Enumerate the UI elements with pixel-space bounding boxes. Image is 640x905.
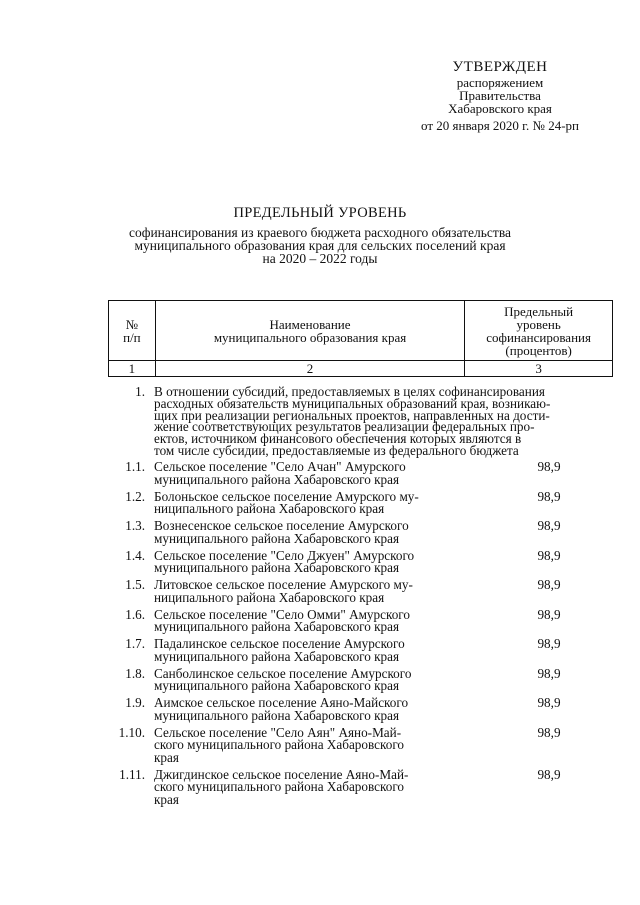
section-row <box>108 386 613 457</box>
cofinancing-level: 98,9 <box>537 547 561 563</box>
column-number: 1 <box>109 361 156 377</box>
table-row <box>108 606 613 635</box>
table-row <box>108 547 613 576</box>
column-number: 3 <box>465 361 613 377</box>
cofinancing-level: 98,9 <box>537 606 561 622</box>
subtitle-line: муниципального образования края для сельских поселений края <box>134 238 506 253</box>
row-number: 1.4. <box>125 547 145 563</box>
table-row <box>108 638 613 663</box>
table-row <box>108 520 613 545</box>
municipality-name: Сельское поселение "Село Аян" Аяно-Май- ского муниципального района Хабаровского края <box>154 724 405 765</box>
column-number: 2 <box>155 361 465 377</box>
table-row <box>108 724 613 765</box>
approval-line-1: распоряжением <box>456 75 544 90</box>
cofinancing-level: 98,9 <box>537 636 561 652</box>
municipality-name: Сельское поселение "Село Ачан" Амурского муниципального района Хабаровского края <box>154 459 406 487</box>
row-number: 1.7. <box>125 636 145 652</box>
row-number: 1.3. <box>125 518 145 534</box>
municipality-name: Джигдинское сельское поселение Аяно-Май- ского муниципального района Хабаровского края <box>154 766 409 807</box>
municipality-name: Сельское поселение "Село Джуен" Амурского муниципального района Хабаровского края <box>154 547 415 576</box>
header-row <box>109 301 613 361</box>
document-subtitle <box>110 226 530 265</box>
cofinancing-level: 98,9 <box>537 724 561 740</box>
subtitle-line: софинансирования из краевого бюджета расходного обязательства <box>128 225 512 240</box>
cofinancing-level: 98,9 <box>537 518 561 534</box>
municipality-name: Вознесенское сельское поселение Амурского муниципального района Хабаровского края <box>154 518 409 546</box>
table-row <box>108 461 613 486</box>
row-number: 1.9. <box>125 695 145 711</box>
cofinancing-level: 98,9 <box>537 488 561 504</box>
row-number: 1. <box>135 384 145 399</box>
approval-title: УТВЕРЖДЕН <box>452 59 548 75</box>
municipality-name: Санболинское сельское поселение Амурского муниципального района Хабаровского края <box>154 665 412 694</box>
table-row <box>108 766 613 807</box>
row-number: 1.11. <box>119 766 145 782</box>
municipality-name: Сельское поселение "Село Омми" Амурского муниципального района Хабаровского края <box>154 606 410 635</box>
municipality-name: Падалинское сельское поселение Амурского муниципального района Хабаровского края <box>154 636 405 664</box>
cofinancing-level: 98,9 <box>537 459 561 475</box>
cofinancing-level: 98,9 <box>537 577 561 593</box>
table-header <box>108 300 613 377</box>
row-number: 1.2. <box>125 488 145 504</box>
municipality-name: Болоньское сельское поселение Амурского му- ниципального района Хабаровского края <box>154 488 419 517</box>
cofinancing-level: 98,9 <box>537 665 561 681</box>
cofinancing-level: 98,9 <box>537 766 561 782</box>
header-level: Предельный уровень софинансирования (процентов) <box>465 301 613 361</box>
column-number-row <box>109 361 613 377</box>
cofinancing-level: 98,9 <box>537 695 561 711</box>
table-body <box>108 386 613 811</box>
row-number: 1.1. <box>125 459 145 475</box>
approval-line-3: Хабаровского края <box>448 101 552 116</box>
header-name: Наименование муниципального образования края <box>155 301 465 361</box>
row-number: 1.8. <box>125 665 145 681</box>
table-row <box>108 579 613 604</box>
table-row <box>108 488 613 517</box>
row-number: 1.5. <box>125 577 145 593</box>
row-number: 1.6. <box>125 606 145 622</box>
header-number: № п/п <box>109 301 156 361</box>
approval-stamp <box>400 58 600 133</box>
municipality-name: Литовское сельское поселение Амурского му- ниципального района Хабаровского края <box>154 577 413 605</box>
section-text: В отношении субсидий, предоставляемых в целях софинансирования расходных обязательств муниципальных образований края, возникаю- щих при реализации региональных проектов, направленных на дости- жение соответствующих результатов реализации федеральных про- ектов, источником финансового обеспечения которых являются в том числе субсидии, предоставляемые из федерального бюджета <box>154 384 551 458</box>
table-row <box>108 697 613 722</box>
approval-date: от 20 января 2020 г. № 24-рп <box>421 118 579 133</box>
table-row <box>108 665 613 694</box>
approval-line-2: Правительства <box>459 88 541 103</box>
subtitle-line: на 2020 – 2022 годы <box>262 251 378 266</box>
row-number: 1.10. <box>118 724 145 740</box>
municipality-name: Аимское сельское поселение Аяно-Майского муниципального района Хабаровского края <box>154 695 409 723</box>
document-title: ПРЕДЕЛЬНЫЙ УРОВЕНЬ <box>233 205 407 221</box>
